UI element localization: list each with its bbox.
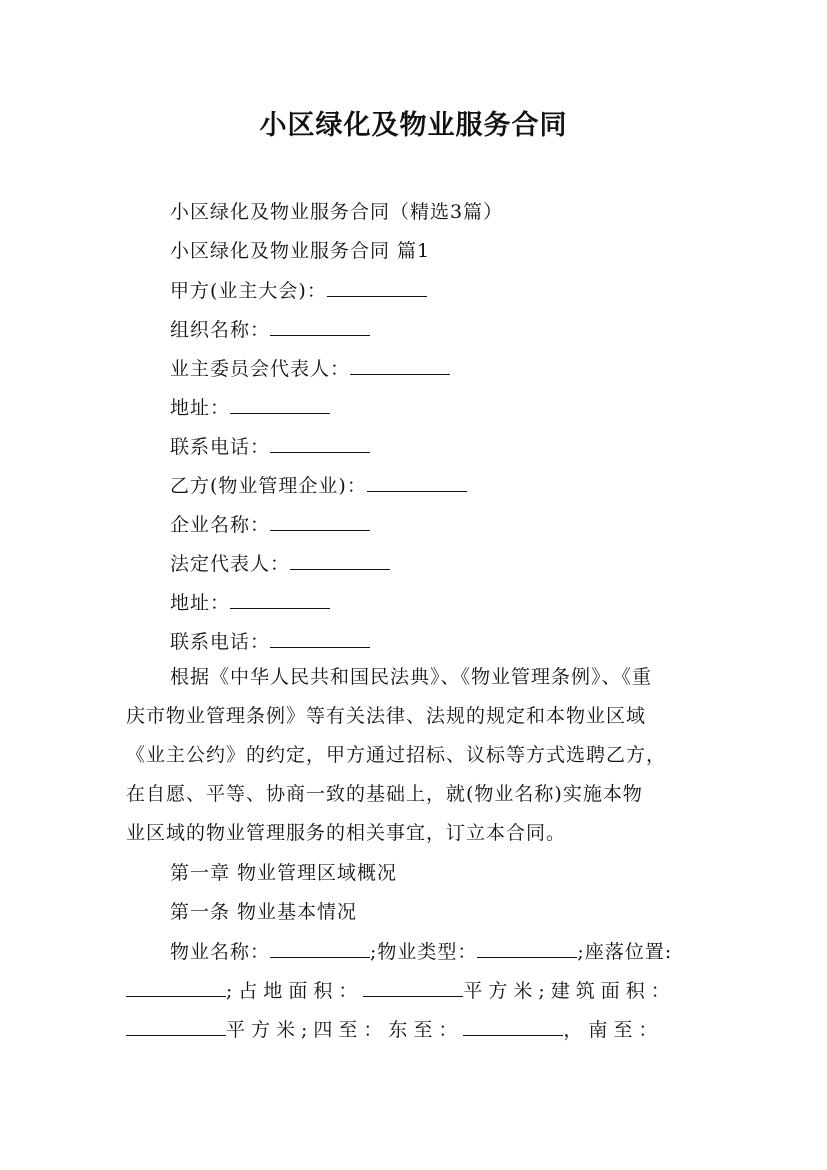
party-a-rep-blank[interactable] [350,356,450,375]
property-name-blank[interactable] [270,939,370,958]
part-heading: 小区绿化及物业服务合同 篇1 [170,240,431,262]
party-a-address-blank[interactable] [230,395,330,414]
party-a-phone-blank[interactable] [270,434,370,453]
party-b-address-line [170,590,330,615]
preamble-line-1: 根据《中华人民共和国民法典》、《物业管理条例》、《重 [170,666,653,688]
party-a-org-blank[interactable] [270,317,370,336]
party-a-label: 甲方(业主大会)： [170,280,327,302]
building-area-blank[interactable] [126,1017,226,1036]
building-area-label: 平方米;建筑面积： [463,980,676,1002]
party-b-address-label: 地址： [170,592,231,614]
east-blank[interactable] [463,1017,563,1036]
preamble-line-4: 在自愿、平等、协商一致的基础上，就(物业名称)实施本物 [126,783,643,805]
article-heading: 第一条 物业基本情况 [170,901,358,923]
party-a-org-line [170,317,370,342]
preamble-line-5: 业区域的物业管理服务的相关事宜，订立本合同。 [126,822,567,844]
party-a-blank[interactable] [327,278,427,297]
party-a-line [170,278,427,303]
party-b-phone-label: 联系电话： [170,631,271,653]
article-1-line-2 [126,978,676,1003]
party-a-phone-line [170,434,370,459]
party-b-blank[interactable] [367,473,467,492]
party-a-address-line [170,395,330,420]
party-a-rep-label: 业主委员会代表人： [170,358,351,380]
chapter-heading: 第一章 物业管理区域概况 [170,862,398,884]
party-a-rep-line [170,356,450,381]
land-area-blank[interactable] [363,978,463,997]
property-type-blank[interactable] [477,939,577,958]
party-b-label: 乙方(物业管理企业)： [170,475,367,497]
party-a-address-label: 地址： [170,397,231,419]
property-type-label: ;物业类型： [370,941,478,963]
party-b-phone-blank[interactable] [270,629,370,648]
preamble-line-2: 庆市物业管理条例》等有关法律、法规的规定和本物业区域 [126,705,647,727]
property-name-label: 物业名称： [170,941,271,963]
document-title: 小区绿化及物业服务合同 [259,110,568,141]
party-b-company-label: 企业名称： [170,514,271,536]
article-1-line-3 [126,1017,663,1042]
party-b-company-line [170,512,370,537]
party-b-legal-rep-line [170,551,390,576]
party-a-org-label: 组织名称： [170,319,271,341]
party-b-phone-line [170,629,370,654]
boundary-south-label: ，南至： [563,1019,664,1041]
party-b-legal-rep-label: 法定代表人： [170,553,291,575]
party-b-company-blank[interactable] [270,512,370,531]
party-b-legal-rep-blank[interactable] [290,551,390,570]
boundary-east-label: 平方米;四至：东至： [226,1019,464,1041]
party-b-address-blank[interactable] [230,590,330,609]
party-b-line [170,473,467,498]
preamble-line-3: 《业主公约》的约定，甲方通过招标、议标等方式选聘乙方， [126,744,667,766]
location-blank[interactable] [126,978,226,997]
party-a-phone-label: 联系电话： [170,436,271,458]
location-label: ;座落位置: [577,941,673,963]
article-1-line-1 [170,939,672,964]
land-area-label: ;占地面积： [226,980,364,1002]
document-subtitle: 小区绿化及物业服务合同（精选3篇） [170,201,504,223]
